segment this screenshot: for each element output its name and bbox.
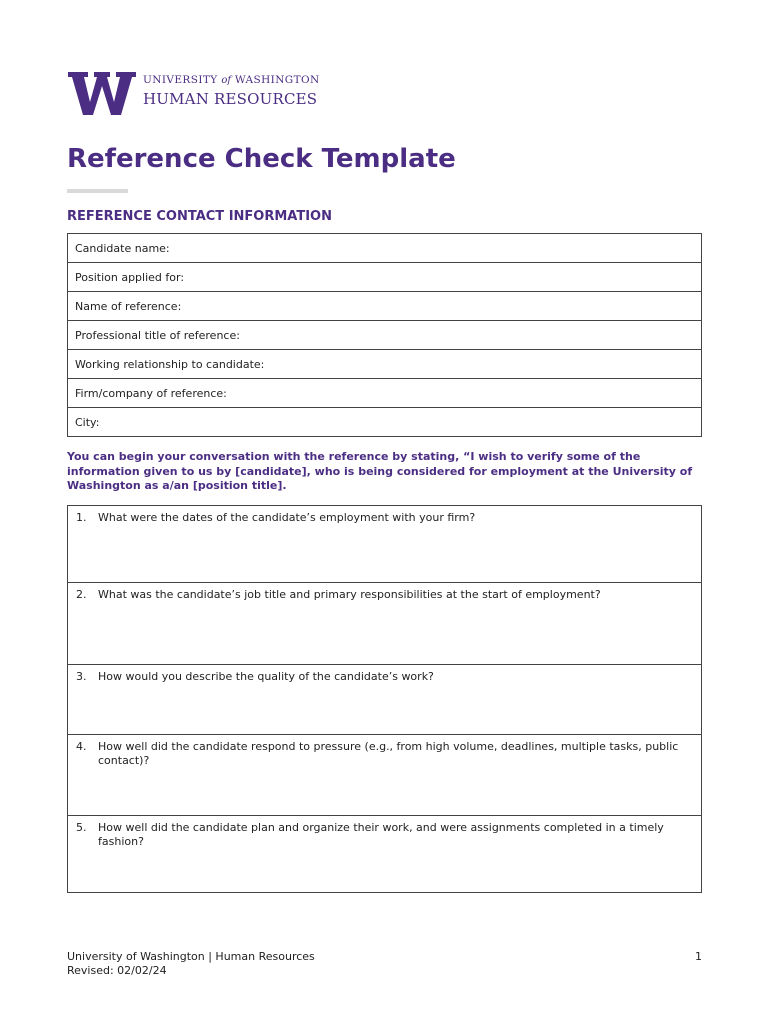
question-text: What was the candidate’s job title and primary responsibilities at the start of employment? [98, 588, 601, 601]
logo-human-resources-text: HUMAN RESOURCES [143, 90, 318, 108]
contact-row-reference-name[interactable] [68, 292, 702, 321]
questions-table [67, 505, 702, 893]
contact-info-table [67, 233, 702, 437]
page-title: Reference Check Template [67, 144, 456, 174]
question-number: 3. [76, 670, 87, 683]
question-number: 4. [76, 740, 87, 753]
footer-revised-date: Revised: 02/02/24 [67, 964, 167, 977]
contact-section-heading: REFERENCE CONTACT INFORMATION [67, 209, 332, 224]
contact-field-label: Working relationship to candidate: [68, 350, 702, 379]
question-number: 1. [76, 511, 87, 524]
question-number: 2. [76, 588, 87, 601]
question-text: How well did the candidate respond to pressure (e.g., from high volume, deadlines, multiple tasks, public contact)? [98, 740, 679, 767]
question-cell[interactable] [68, 583, 702, 665]
question-text: What were the dates of the candidate’s employment with your firm? [98, 511, 476, 524]
title-underline-divider [67, 189, 128, 193]
contact-field-label: Name of reference: [68, 292, 702, 321]
logo-university-text: UNIVERSITY of WASHINGTON [143, 74, 320, 86]
contact-row-firm-company[interactable] [68, 379, 702, 408]
contact-row-candidate-name[interactable] [68, 234, 702, 263]
contact-field-label: Candidate name: [68, 234, 702, 263]
contact-row-city[interactable] [68, 408, 702, 437]
contact-field-label: Professional title of reference: [68, 321, 702, 350]
page-number: 1 [695, 950, 702, 963]
contact-row-reference-title[interactable] [68, 321, 702, 350]
question-text: How would you describe the quality of the candidate’s work? [98, 670, 434, 683]
contact-row-position-applied[interactable] [68, 263, 702, 292]
question-cell[interactable] [68, 816, 702, 893]
contact-field-label: Firm/company of reference: [68, 379, 702, 408]
contact-row-working-relationship[interactable] [68, 350, 702, 379]
question-text: How well did the candidate plan and organize their work, and were assignments completed in a timely fashion? [98, 821, 664, 848]
footer-org-text: University of Washington | Human Resources [67, 950, 315, 963]
question-cell[interactable] [68, 506, 702, 583]
contact-field-label: City: [68, 408, 702, 437]
question-number: 5. [76, 821, 87, 834]
contact-field-label: Position applied for: [68, 263, 702, 292]
intro-script-text: You can begin your conversation with the reference by stating, “I wish to verify some of the information given to us by [candidate], who is being considered for employment at the University of Washington as a/an [position title]. [67, 450, 693, 492]
page-footer [67, 950, 315, 978]
question-cell[interactable] [68, 665, 702, 735]
question-cell[interactable] [68, 735, 702, 816]
uw-w-logo-icon [67, 69, 137, 117]
